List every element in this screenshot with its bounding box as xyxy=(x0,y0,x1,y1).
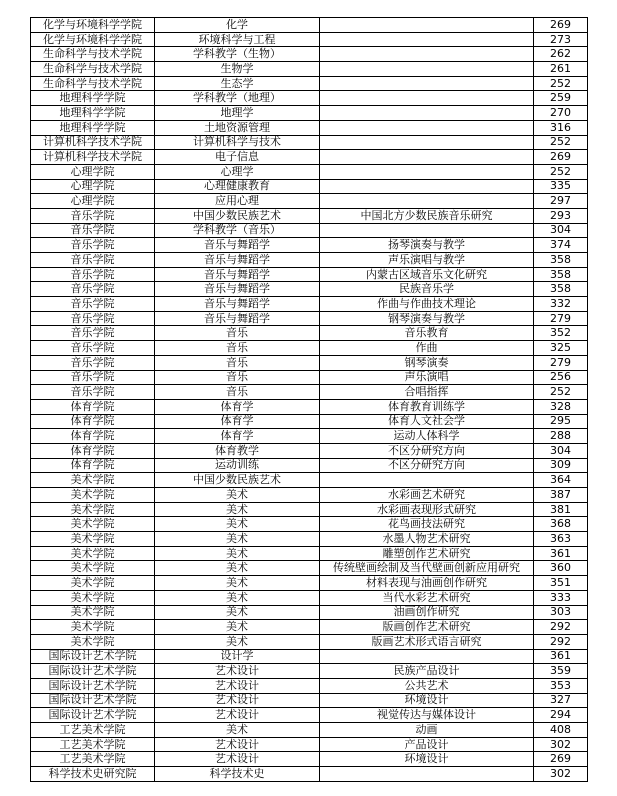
score-cell: 303 xyxy=(534,605,588,620)
score-table-body xyxy=(31,18,588,782)
table-row xyxy=(31,62,588,77)
table-row xyxy=(31,208,588,223)
direction-cell: 水彩画艺术研究 xyxy=(320,488,534,503)
score-cell: 361 xyxy=(534,546,588,561)
college-cell: 国际设计艺术学院 xyxy=(31,649,155,664)
direction-cell: 水墨人物艺术研究 xyxy=(320,532,534,547)
score-cell: 328 xyxy=(534,399,588,414)
direction-cell: 水彩画表现形式研究 xyxy=(320,502,534,517)
direction-cell xyxy=(320,473,534,488)
score-cell: 292 xyxy=(534,620,588,635)
major-cell: 美术 xyxy=(155,546,320,561)
score-cell: 302 xyxy=(534,767,588,782)
college-cell: 地理科学学院 xyxy=(31,120,155,135)
table-row xyxy=(31,576,588,591)
major-cell: 运动训练 xyxy=(155,458,320,473)
college-cell: 美术学院 xyxy=(31,561,155,576)
score-cell: 252 xyxy=(534,385,588,400)
major-cell: 计算机科学与技术 xyxy=(155,135,320,150)
college-cell: 工艺美术学院 xyxy=(31,737,155,752)
major-cell: 艺术设计 xyxy=(155,693,320,708)
direction-cell xyxy=(320,223,534,238)
direction-cell xyxy=(320,194,534,209)
major-cell: 学科教学（生物） xyxy=(155,47,320,62)
table-row xyxy=(31,385,588,400)
table-row xyxy=(31,326,588,341)
table-row xyxy=(31,517,588,532)
direction-cell: 体育教育训练学 xyxy=(320,399,534,414)
direction-cell xyxy=(320,150,534,165)
direction-cell xyxy=(320,135,534,150)
score-cell: 364 xyxy=(534,473,588,488)
table-row xyxy=(31,752,588,767)
direction-cell: 不区分研究方向 xyxy=(320,443,534,458)
college-cell: 生命科学与技术学院 xyxy=(31,47,155,62)
direction-cell xyxy=(320,649,534,664)
direction-cell: 不区分研究方向 xyxy=(320,458,534,473)
score-cell: 269 xyxy=(534,18,588,33)
major-cell: 化学 xyxy=(155,18,320,33)
direction-cell: 材料表现与油画创作研究 xyxy=(320,576,534,591)
major-cell: 电子信息 xyxy=(155,150,320,165)
table-row xyxy=(31,532,588,547)
college-cell: 心理学院 xyxy=(31,194,155,209)
direction-cell xyxy=(320,62,534,77)
college-cell: 音乐学院 xyxy=(31,223,155,238)
table-row xyxy=(31,297,588,312)
table-row xyxy=(31,267,588,282)
major-cell: 艺术设计 xyxy=(155,752,320,767)
score-cell: 333 xyxy=(534,590,588,605)
table-row xyxy=(31,443,588,458)
major-cell: 心理健康教育 xyxy=(155,179,320,194)
score-cell: 353 xyxy=(534,678,588,693)
table-row xyxy=(31,194,588,209)
major-cell: 美术 xyxy=(155,532,320,547)
table-row xyxy=(31,561,588,576)
direction-cell: 民族音乐学 xyxy=(320,282,534,297)
college-cell: 化学与环境科学学院 xyxy=(31,18,155,33)
table-row xyxy=(31,708,588,723)
direction-cell xyxy=(320,18,534,33)
table-row xyxy=(31,664,588,679)
college-cell: 体育学院 xyxy=(31,414,155,429)
score-table xyxy=(30,17,588,782)
direction-cell: 声乐演唱与教学 xyxy=(320,253,534,268)
direction-cell: 传统壁画绘制及当代壁画创新应用研究 xyxy=(320,561,534,576)
score-cell: 304 xyxy=(534,223,588,238)
major-cell: 美术 xyxy=(155,590,320,605)
college-cell: 工艺美术学院 xyxy=(31,752,155,767)
score-cell: 358 xyxy=(534,253,588,268)
major-cell: 音乐与舞蹈学 xyxy=(155,282,320,297)
college-cell: 心理学院 xyxy=(31,164,155,179)
table-row xyxy=(31,649,588,664)
score-cell: 368 xyxy=(534,517,588,532)
table-row xyxy=(31,47,588,62)
major-cell: 美术 xyxy=(155,502,320,517)
major-cell: 体育学 xyxy=(155,399,320,414)
table-row xyxy=(31,737,588,752)
score-cell: 252 xyxy=(534,76,588,91)
table-row xyxy=(31,32,588,47)
direction-cell: 民族产品设计 xyxy=(320,664,534,679)
college-cell: 美术学院 xyxy=(31,590,155,605)
direction-cell: 雕塑创作艺术研究 xyxy=(320,546,534,561)
score-cell: 279 xyxy=(534,311,588,326)
direction-cell: 版画创作艺术研究 xyxy=(320,620,534,635)
major-cell: 音乐与舞蹈学 xyxy=(155,297,320,312)
score-cell: 363 xyxy=(534,532,588,547)
college-cell: 生命科学与技术学院 xyxy=(31,76,155,91)
college-cell: 美术学院 xyxy=(31,634,155,649)
major-cell: 中国少数民族艺术 xyxy=(155,473,320,488)
major-cell: 应用心理 xyxy=(155,194,320,209)
direction-cell xyxy=(320,179,534,194)
direction-cell xyxy=(320,76,534,91)
score-cell: 293 xyxy=(534,208,588,223)
direction-cell: 作曲 xyxy=(320,341,534,356)
direction-cell xyxy=(320,106,534,121)
score-cell: 295 xyxy=(534,414,588,429)
college-cell: 音乐学院 xyxy=(31,282,155,297)
table-row xyxy=(31,429,588,444)
college-cell: 科学技术史研究院 xyxy=(31,767,155,782)
college-cell: 音乐学院 xyxy=(31,326,155,341)
major-cell: 学科教学（地理） xyxy=(155,91,320,106)
major-cell: 美术 xyxy=(155,517,320,532)
direction-cell: 运动人体科学 xyxy=(320,429,534,444)
college-cell: 国际设计艺术学院 xyxy=(31,664,155,679)
major-cell: 美术 xyxy=(155,723,320,738)
table-row xyxy=(31,399,588,414)
direction-cell: 公共艺术 xyxy=(320,678,534,693)
table-row xyxy=(31,678,588,693)
score-cell: 262 xyxy=(534,47,588,62)
college-cell: 体育学院 xyxy=(31,399,155,414)
score-cell: 359 xyxy=(534,664,588,679)
table-row xyxy=(31,91,588,106)
score-cell: 374 xyxy=(534,238,588,253)
table-row xyxy=(31,693,588,708)
score-cell: 256 xyxy=(534,370,588,385)
direction-cell xyxy=(320,91,534,106)
score-cell: 325 xyxy=(534,341,588,356)
direction-cell xyxy=(320,767,534,782)
college-cell: 音乐学院 xyxy=(31,370,155,385)
college-cell: 美术学院 xyxy=(31,576,155,591)
major-cell: 音乐 xyxy=(155,385,320,400)
direction-cell: 花鸟画技法研究 xyxy=(320,517,534,532)
table-row xyxy=(31,341,588,356)
score-cell: 316 xyxy=(534,120,588,135)
major-cell: 美术 xyxy=(155,576,320,591)
direction-cell: 钢琴演奏 xyxy=(320,355,534,370)
college-cell: 计算机科学技术学院 xyxy=(31,135,155,150)
college-cell: 计算机科学技术学院 xyxy=(31,150,155,165)
table-row xyxy=(31,488,588,503)
direction-cell: 作曲与作曲技术理论 xyxy=(320,297,534,312)
major-cell: 音乐 xyxy=(155,326,320,341)
college-cell: 音乐学院 xyxy=(31,385,155,400)
table-row xyxy=(31,106,588,121)
major-cell: 生态学 xyxy=(155,76,320,91)
college-cell: 美术学院 xyxy=(31,620,155,635)
major-cell: 中国少数民族艺术 xyxy=(155,208,320,223)
college-cell: 音乐学院 xyxy=(31,267,155,282)
score-cell: 261 xyxy=(534,62,588,77)
table-row xyxy=(31,767,588,782)
direction-cell: 声乐演唱 xyxy=(320,370,534,385)
score-cell: 360 xyxy=(534,561,588,576)
table-row xyxy=(31,164,588,179)
table-row xyxy=(31,620,588,635)
major-cell: 音乐与舞蹈学 xyxy=(155,238,320,253)
major-cell: 学科教学（音乐） xyxy=(155,223,320,238)
major-cell: 音乐 xyxy=(155,341,320,356)
direction-cell: 合唱指挥 xyxy=(320,385,534,400)
major-cell: 美术 xyxy=(155,488,320,503)
college-cell: 美术学院 xyxy=(31,532,155,547)
college-cell: 地理科学学院 xyxy=(31,106,155,121)
college-cell: 音乐学院 xyxy=(31,253,155,268)
score-cell: 335 xyxy=(534,179,588,194)
major-cell: 音乐 xyxy=(155,370,320,385)
score-cell: 381 xyxy=(534,502,588,517)
table-row xyxy=(31,590,588,605)
table-row xyxy=(31,605,588,620)
table-row xyxy=(31,458,588,473)
college-cell: 生命科学与技术学院 xyxy=(31,62,155,77)
score-cell: 288 xyxy=(534,429,588,444)
major-cell: 心理学 xyxy=(155,164,320,179)
score-cell: 294 xyxy=(534,708,588,723)
major-cell: 美术 xyxy=(155,620,320,635)
score-cell: 358 xyxy=(534,282,588,297)
direction-cell: 动画 xyxy=(320,723,534,738)
score-cell: 387 xyxy=(534,488,588,503)
major-cell: 设计学 xyxy=(155,649,320,664)
direction-cell: 视觉传达与媒体设计 xyxy=(320,708,534,723)
score-cell: 270 xyxy=(534,106,588,121)
college-cell: 音乐学院 xyxy=(31,208,155,223)
score-cell: 292 xyxy=(534,634,588,649)
score-cell: 259 xyxy=(534,91,588,106)
table-row xyxy=(31,238,588,253)
table-row xyxy=(31,282,588,297)
college-cell: 美术学院 xyxy=(31,517,155,532)
table-row xyxy=(31,311,588,326)
major-cell: 生物学 xyxy=(155,62,320,77)
direction-cell: 环境设计 xyxy=(320,693,534,708)
college-cell: 国际设计艺术学院 xyxy=(31,693,155,708)
score-cell: 408 xyxy=(534,723,588,738)
table-row xyxy=(31,634,588,649)
direction-cell xyxy=(320,164,534,179)
college-cell: 心理学院 xyxy=(31,179,155,194)
direction-cell: 产品设计 xyxy=(320,737,534,752)
major-cell: 体育教学 xyxy=(155,443,320,458)
major-cell: 艺术设计 xyxy=(155,708,320,723)
direction-cell: 钢琴演奏与教学 xyxy=(320,311,534,326)
direction-cell xyxy=(320,47,534,62)
major-cell: 体育学 xyxy=(155,429,320,444)
college-cell: 音乐学院 xyxy=(31,297,155,312)
college-cell: 国际设计艺术学院 xyxy=(31,708,155,723)
table-row xyxy=(31,120,588,135)
table-row xyxy=(31,723,588,738)
major-cell: 科学技术史 xyxy=(155,767,320,782)
college-cell: 地理科学学院 xyxy=(31,91,155,106)
college-cell: 国际设计艺术学院 xyxy=(31,678,155,693)
major-cell: 音乐与舞蹈学 xyxy=(155,311,320,326)
score-cell: 302 xyxy=(534,737,588,752)
score-cell: 273 xyxy=(534,32,588,47)
direction-cell: 体育人文社会学 xyxy=(320,414,534,429)
major-cell: 环境科学与工程 xyxy=(155,32,320,47)
college-cell: 音乐学院 xyxy=(31,238,155,253)
table-row xyxy=(31,253,588,268)
college-cell: 音乐学院 xyxy=(31,341,155,356)
college-cell: 体育学院 xyxy=(31,443,155,458)
table-row xyxy=(31,473,588,488)
major-cell: 艺术设计 xyxy=(155,664,320,679)
major-cell: 艺术设计 xyxy=(155,678,320,693)
college-cell: 美术学院 xyxy=(31,605,155,620)
score-cell: 279 xyxy=(534,355,588,370)
college-cell: 音乐学院 xyxy=(31,355,155,370)
score-cell: 297 xyxy=(534,194,588,209)
direction-cell: 油画创作研究 xyxy=(320,605,534,620)
score-cell: 361 xyxy=(534,649,588,664)
score-cell: 309 xyxy=(534,458,588,473)
direction-cell xyxy=(320,32,534,47)
score-cell: 304 xyxy=(534,443,588,458)
score-cell: 252 xyxy=(534,164,588,179)
major-cell: 音乐 xyxy=(155,355,320,370)
table-row xyxy=(31,370,588,385)
score-cell: 252 xyxy=(534,135,588,150)
score-cell: 269 xyxy=(534,752,588,767)
table-row xyxy=(31,18,588,33)
direction-cell xyxy=(320,120,534,135)
table-row xyxy=(31,546,588,561)
table-row xyxy=(31,135,588,150)
table-row xyxy=(31,150,588,165)
college-cell: 化学与环境科学学院 xyxy=(31,32,155,47)
major-cell: 体育学 xyxy=(155,414,320,429)
score-cell: 352 xyxy=(534,326,588,341)
direction-cell: 扬琴演奏与教学 xyxy=(320,238,534,253)
major-cell: 美术 xyxy=(155,561,320,576)
score-cell: 327 xyxy=(534,693,588,708)
direction-cell: 环境设计 xyxy=(320,752,534,767)
college-cell: 美术学院 xyxy=(31,546,155,561)
table-row xyxy=(31,76,588,91)
major-cell: 地理学 xyxy=(155,106,320,121)
table-row xyxy=(31,414,588,429)
table-row xyxy=(31,502,588,517)
score-cell: 351 xyxy=(534,576,588,591)
college-cell: 体育学院 xyxy=(31,429,155,444)
direction-cell: 音乐教育 xyxy=(320,326,534,341)
table-row xyxy=(31,355,588,370)
score-cell: 358 xyxy=(534,267,588,282)
college-cell: 美术学院 xyxy=(31,473,155,488)
direction-cell: 当代水彩艺术研究 xyxy=(320,590,534,605)
major-cell: 美术 xyxy=(155,634,320,649)
major-cell: 土地资源管理 xyxy=(155,120,320,135)
table-row xyxy=(31,179,588,194)
college-cell: 音乐学院 xyxy=(31,311,155,326)
college-cell: 美术学院 xyxy=(31,488,155,503)
major-cell: 艺术设计 xyxy=(155,737,320,752)
score-cell: 332 xyxy=(534,297,588,312)
major-cell: 音乐与舞蹈学 xyxy=(155,253,320,268)
direction-cell: 内蒙古区域音乐文化研究 xyxy=(320,267,534,282)
college-cell: 体育学院 xyxy=(31,458,155,473)
major-cell: 音乐与舞蹈学 xyxy=(155,267,320,282)
direction-cell: 中国北方少数民族音乐研究 xyxy=(320,208,534,223)
direction-cell: 版画艺术形式语言研究 xyxy=(320,634,534,649)
college-cell: 工艺美术学院 xyxy=(31,723,155,738)
college-cell: 美术学院 xyxy=(31,502,155,517)
score-cell: 269 xyxy=(534,150,588,165)
table-row xyxy=(31,223,588,238)
major-cell: 美术 xyxy=(155,605,320,620)
